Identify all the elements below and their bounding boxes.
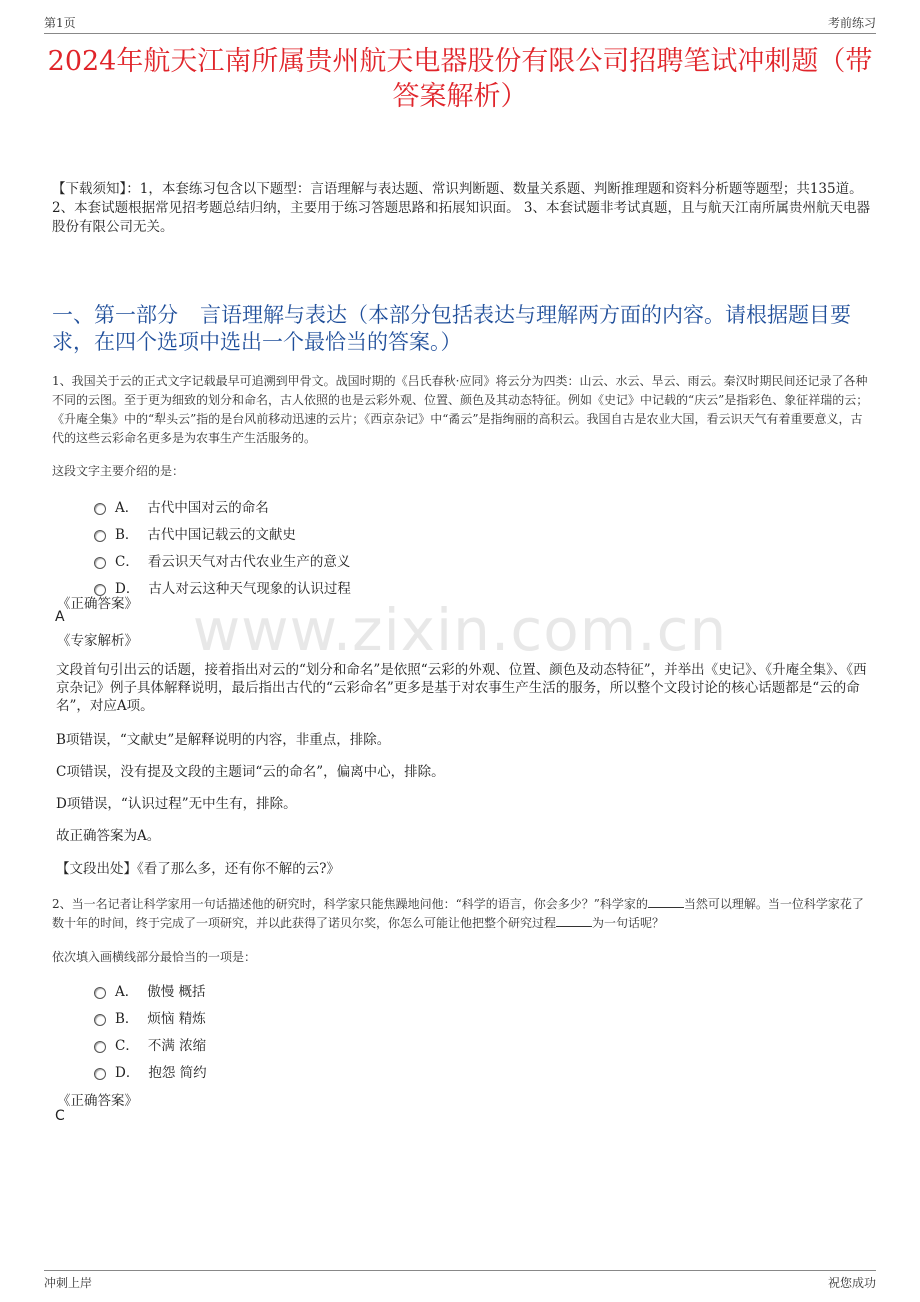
option-letter: D． — [115, 581, 140, 597]
radio-icon[interactable] — [94, 503, 106, 515]
q1-option-c[interactable] — [94, 550, 350, 570]
q1-option-a[interactable] — [94, 496, 269, 516]
q2-option-b[interactable] — [94, 1007, 206, 1027]
q1-analysis-paragraph: D项错误，“认识过程”无中生有，排除。 — [56, 796, 297, 812]
fill-blank — [556, 915, 592, 927]
page-number: 第1页 — [44, 16, 76, 30]
option-text: 看云识天气对古代农业生产的意义 — [147, 554, 351, 570]
q2-text-part: 为一句话呢？ — [592, 916, 665, 930]
radio-icon[interactable] — [94, 1068, 106, 1080]
option-letter: C． — [115, 1038, 139, 1054]
section-number: 一、第一部分 — [52, 303, 178, 327]
question-1-prompt: 这段文字主要介绍的是： — [52, 464, 185, 478]
footer-divider — [44, 1270, 876, 1271]
radio-icon[interactable] — [94, 530, 106, 542]
section-title: 言语理解与表达（本部分包括表达与理解两方面的内容。请根据题目要求，在四个选项中选出一个最恰当的答案。） — [52, 303, 851, 354]
q1-answer-label: 《正确答案》 — [57, 596, 138, 612]
footer-left-text: 冲刺上岸 — [44, 1276, 93, 1290]
option-text: 抱怨 简约 — [148, 1065, 207, 1081]
option-letter: B． — [115, 527, 139, 543]
radio-icon[interactable] — [94, 557, 106, 569]
watermark: www.zixin.com.cn — [192, 596, 728, 664]
option-letter: A． — [115, 984, 139, 1000]
q2-option-a[interactable] — [94, 980, 206, 1000]
q2-option-d[interactable] — [94, 1061, 207, 1081]
option-letter: A． — [115, 500, 139, 516]
option-letter: C． — [115, 554, 139, 570]
q2-answer: C — [55, 1108, 65, 1124]
header-divider — [44, 33, 876, 34]
q1-analysis-paragraph: C项错误，没有提及文段的主题词“云的命名”，偏离中心，排除。 — [56, 764, 445, 780]
q1-option-b[interactable] — [94, 523, 296, 543]
q1-source: 【文段出处】《看了那么多，还有你不解的云?》 — [56, 861, 340, 877]
option-letter: D． — [115, 1065, 140, 1081]
q1-analysis-paragraph: B项错误，“文献史”是解释说明的内容，非重点，排除。 — [56, 732, 391, 748]
q1-analysis-paragraph: 故正确答案为A。 — [56, 828, 161, 844]
q1-analysis-label: 《专家解析》 — [57, 633, 138, 649]
question-2-prompt: 依次填入画横线部分最恰当的一项是： — [52, 950, 257, 964]
q2-text-part: 2、当一名记者让科学家用一句话描述他的研究时，科学家只能焦躁地问他：“科学的语言，你会多少？”科学家的 — [52, 897, 648, 911]
q2-answer-label: 《正确答案》 — [57, 1093, 138, 1109]
option-text: 傲慢 概括 — [147, 984, 206, 1000]
option-text: 烦恼 精炼 — [147, 1011, 206, 1027]
radio-icon[interactable] — [94, 1014, 106, 1026]
section-heading — [52, 302, 874, 356]
q1-answer: A — [55, 609, 65, 625]
option-text: 古代中国对云的命名 — [147, 500, 269, 516]
document-title: 2024年航天江南所属贵州航天电器股份有限公司招聘笔试冲刺题（带答案解析） — [47, 46, 873, 112]
radio-icon[interactable] — [94, 987, 106, 999]
question-2-text — [52, 895, 872, 933]
option-letter: B． — [115, 1011, 139, 1027]
option-text: 古人对云这种天气现象的认识过程 — [148, 581, 351, 597]
fill-blank — [648, 896, 684, 908]
option-text: 不满 浓缩 — [147, 1038, 207, 1054]
header-tag: 考前练习 — [827, 16, 876, 30]
download-notice: 【下载须知】：1，本套练习包含以下题型：言语理解与表达题、常识判断题、数量关系题、判断推理题和资料分析题等题型；共135道。 2、本套试题根据常见招考题总结归纳，主要用于练习答题思路和拓展知识面。 3、本套试题非考试真题，且与航天江南所属贵州航天电器股份有限公司无关。 — [52, 181, 870, 235]
q2-option-c[interactable] — [94, 1034, 206, 1054]
q1-analysis-paragraph: 文段首句引出云的话题，接着指出对云的“划分和命名”是依照“云彩的外观、位置、颜色及动态特征”，并举出《史记》、《升庵全集》、《西京杂记》例子具体解释说明，最后指出古代的“云彩命名”更多是基于对农事生产生活的服务，所以整个文段讨论的核心话题都是“云的命名”，对应A项。 — [56, 662, 867, 714]
footer-right-text: 祝您成功 — [827, 1276, 876, 1290]
question-1-text: 1、我国关于云的正式文字记载最早可追溯到甲骨文。战国时期的《吕氏春秋·应同》将云分为四类：山云、水云、旱云、雨云。秦汉时期民间还记录了各种不同的云图。至于更为细致的划分和命名，古人依照的也是云彩外观、位置、颜色及其动态特征。例如《史记》中记载的“庆云”是指彩色、象征祥瑞的云；《升庵全集》中的“犁头云”指的是台风前移动迅速的云片；《西京杂记》中“矞云”是指绚丽的高积云。我国自古是农业大国，看云识天气有着重要意义，古代的这些云彩命名更多是为农事生产生活服务的。 — [52, 374, 869, 445]
option-text: 古代中国记载云的文献史 — [147, 527, 296, 543]
q2-text-part: 当然可以理解。当一位科学家花了数十年的时间，终于完成了一项研究，并以此获得了诺贝尔奖，你怎么可能让他把整个研究过程 — [52, 897, 864, 930]
radio-icon[interactable] — [94, 1041, 106, 1053]
